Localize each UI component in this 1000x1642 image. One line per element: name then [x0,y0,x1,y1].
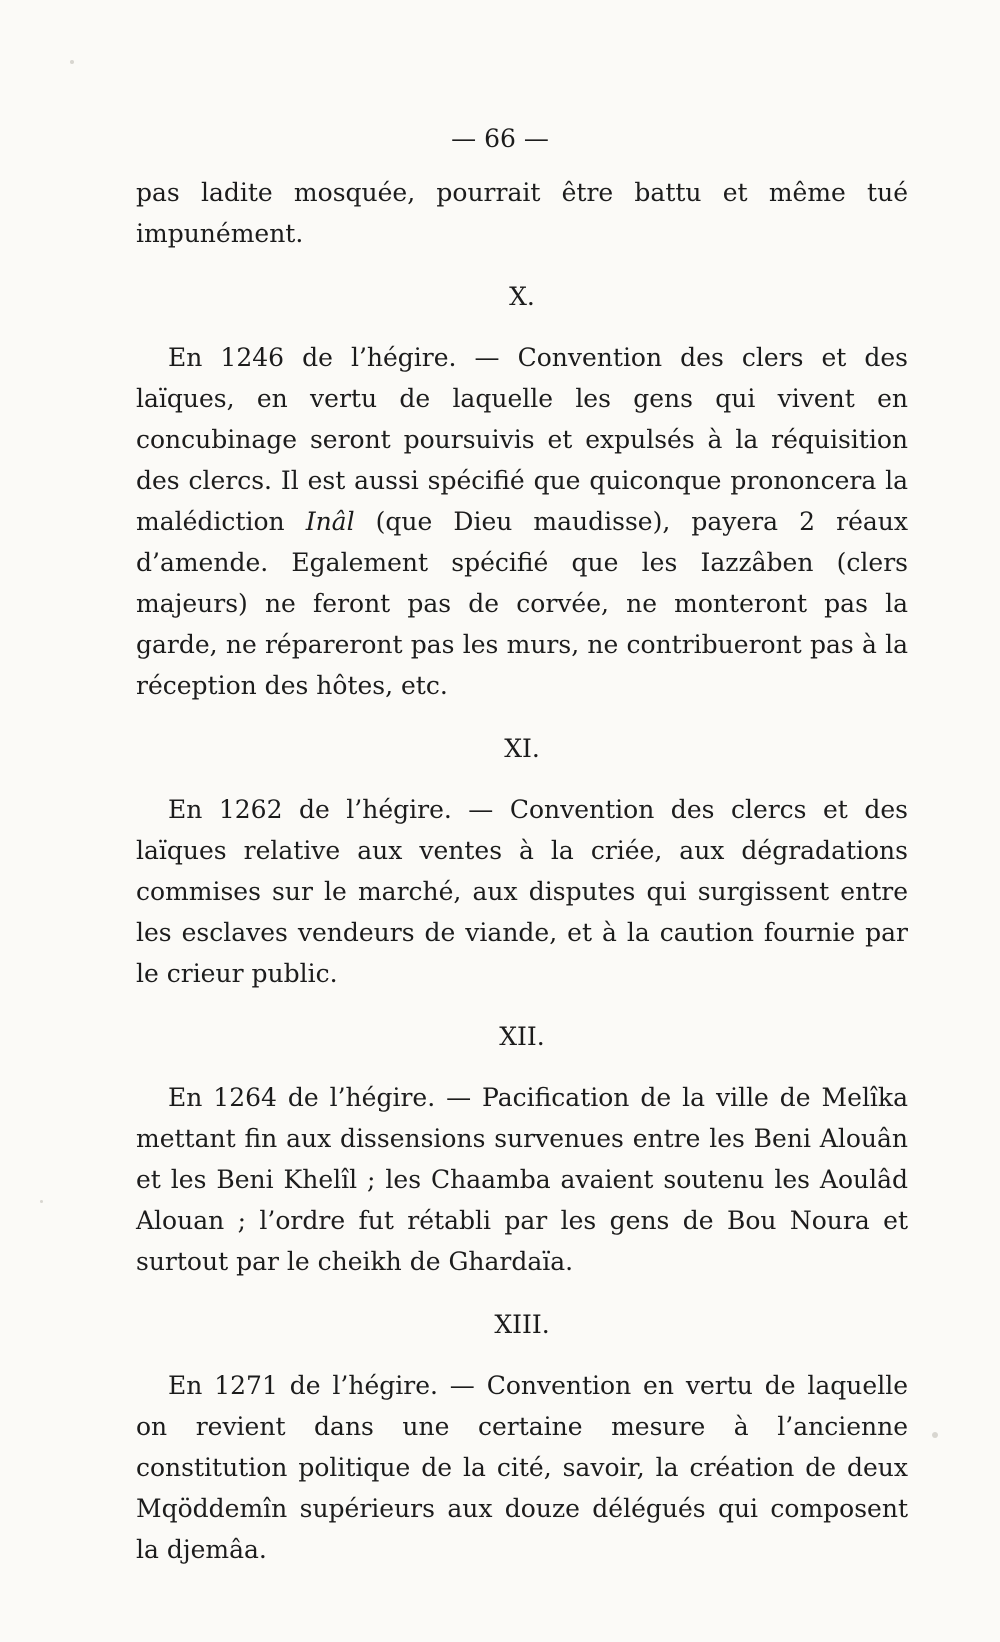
section-heading-xi: XI. [504,734,540,763]
page-number: — 66 — [451,124,549,153]
paragraph-xii: En 1264 de l’hégire. — Pacification de la ville de Melîka mettant fin aux dissensions survenues entre les Beni Alouân et les Beni Khelîl ; les Chaamba avaient soutenu les Aoulâd Alouan ; l’ordre fut rétabli par les gens de Bou Noura et surtout par le cheikh de Ghardaïa. [136,1083,908,1276]
paragraph-x-text-start: En 1246 de l’hégire. — Convention des clers et des laïques, en vertu de laquelle les gens qui vivent en concubinage seront poursuivis et expulsés à la réquisition des clercs. Il est aussi spécifié que quiconque prononcera la malédiction [136,343,908,536]
paragraph-xi: En 1262 de l’hégire. — Convention des clercs et des laïques relative aux ventes à la criée, aux dégradations commises sur le marché, aux disputes qui surgissent entre les esclaves vendeurs de viande, et à la caution fournie par le crieur public. [136,795,908,988]
paragraph-x-text-end: (que Dieu maudisse), payera 2 réaux d’amende. Egalement spécifié que les Iazzâben (clers majeurs) ne feront pas de corvée, ne monteront pas la garde, ne répareront pas les murs, ne contribueront pas à la réception des hôtes, etc. [136,507,908,700]
page-body [136,172,908,1570]
section-heading-xii: XII. [499,1022,545,1051]
section-heading-xiii: XIII. [494,1310,550,1339]
paragraph-xiii: En 1271 de l’hégire. — Convention en vertu de laquelle on revient dans une certaine mesure à l’ancienne constitution politique de la cité, savoir, la création de deux Mqöddemîn supérieurs aux douze délégués qui composent la djemâa. [136,1371,908,1564]
term-inal: Inâl [305,507,355,536]
paper-speck [932,1432,938,1438]
section-heading-x: X. [509,282,535,311]
paragraph-continuation: pas ladite mosquée, pourrait être battu et même tué impunément. [136,178,908,248]
paper-speck [40,1200,43,1203]
paper-speck [70,60,74,64]
paragraph-x [136,337,908,706]
